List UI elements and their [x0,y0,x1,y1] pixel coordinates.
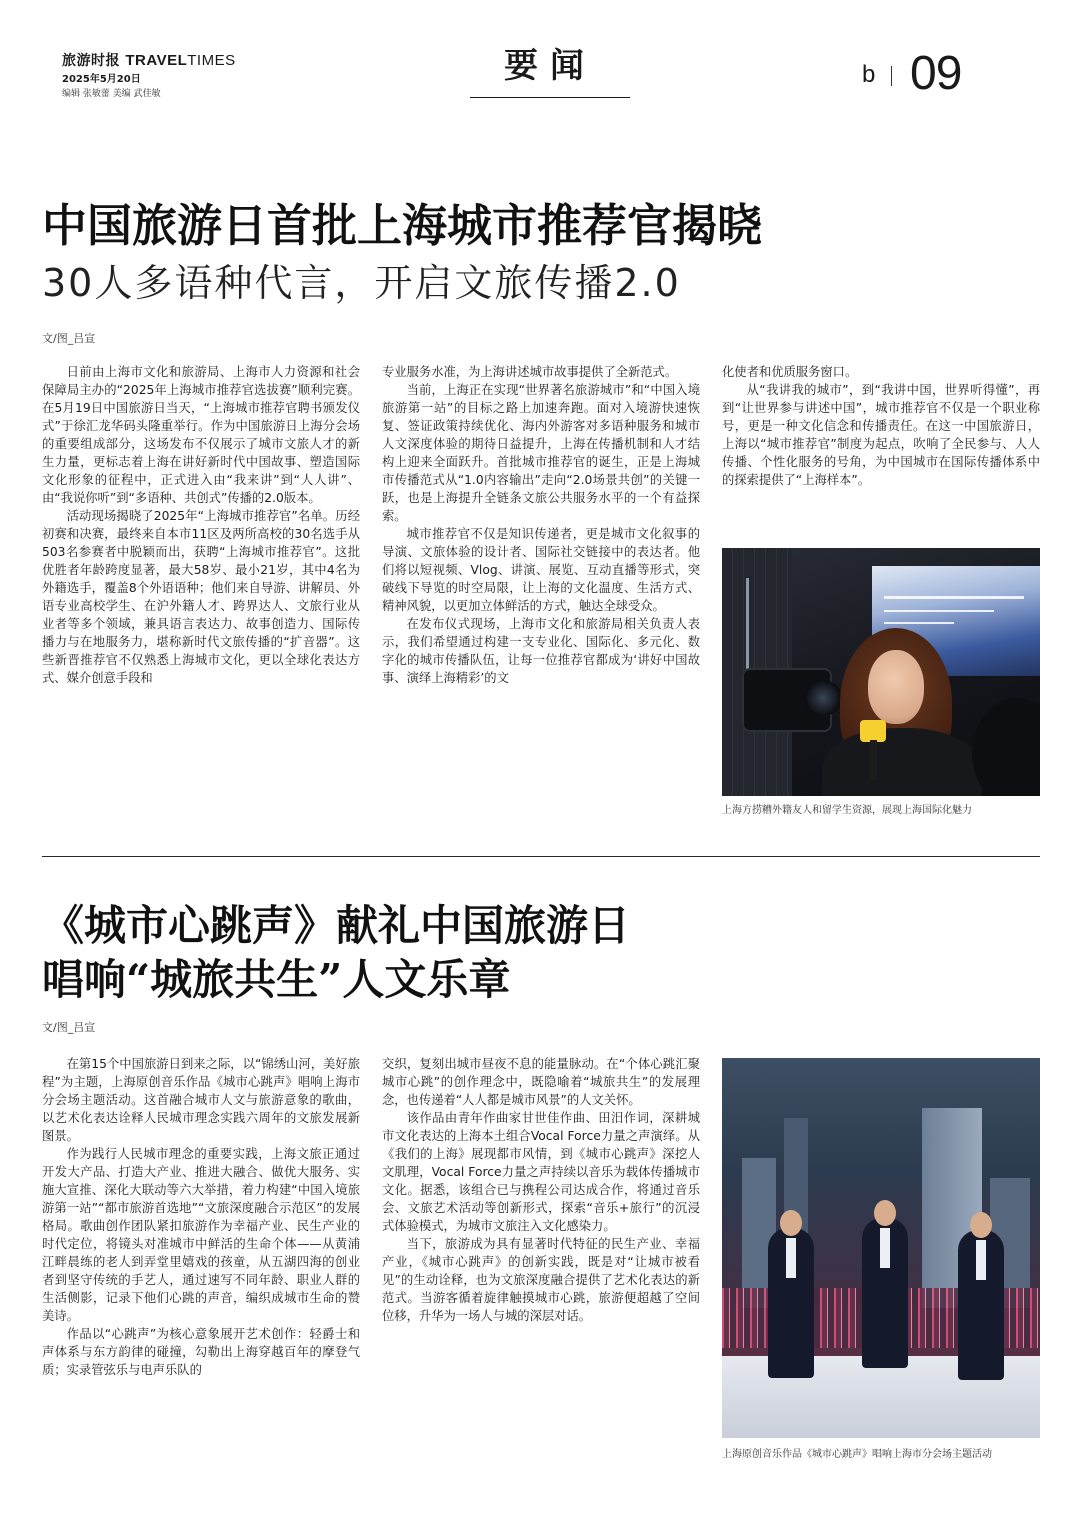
paragraph: 日前由上海市文化和旅游局、上海市人力资源和社会保障局主办的“2025年上海城市推荐官选拔赛”顺利完赛。在5月19日中国旅游日当天，“上海城市推荐官聘书颁发仪式”于徐汇龙华码头隆重举行。作为中国旅游日上海分会场的重要组成部分，这场发布不仅展示了城市文旅人才的新生力量，更标志着上海在讲好新时代中国故事、塑造国际文化形象的征程中，正式进入由“我来讲”到“人人讲”、由“我说你听”到“多语种、共创式”传播的2.0版本。 [42,365,360,505]
article2-byline: 文/图_吕宣 [42,1021,96,1034]
article1-column-3 [722,363,1040,489]
brand-en-thin: TIMES [187,52,236,69]
article1-subtitle: 30人多语种代言，开启文旅传播2.0 [42,261,681,305]
article-separator [42,856,1040,857]
paragraph: 当下，旅游成为具有显著时代特征的民生产业、幸福产业，《城市心跳声》的创新实践，既是对“让城市被看见”的生动诠释，也为文旅深度融合提供了艺术化表达的新范式。当游客循着旋律触摸城市心跳，旅游便超越了空间位移，升华为一场人与城的深层对话。 [382,1237,700,1323]
paragraph: 作品以“心跳声”为核心意象展开艺术创作：轻爵士和声体系与东方韵律的碰撞，勾勒出上海穿越百年的摩登气质；实录管弦乐与电声乐队的 [42,1327,360,1377]
page-number-divider [891,66,892,86]
photo-microphone-handle [870,740,877,780]
photo-camera-lens [804,680,842,716]
paragraph: 交织，复刻出城市昼夜不息的能量脉动。在“个体心跳汇聚城市心跳”的创作理念中，既隐喻着“城旅共生”的发展理念，也传递着“人人都是城市风景”的人文关怀。 [382,1057,700,1107]
photo-performer-head [970,1212,992,1238]
paragraph: 该作品由青年作曲家甘世佳作曲、田汨作词，深耕城市文化表达的上海本土组合Vocal Force力量之声演绎。从《我们的上海》展现都市风情，到《城市心跳声》深挖人文肌理，Vocal Force力量之声持续以音乐为载体传播城市文化。据悉，该组合已与携程公司达成合作，将通过音乐会、文旅艺术活动等创新形式，探索“音乐+旅行”的沉浸式体验模式，为城市文旅注入文化感染力。 [382,1111,700,1233]
photo-speaker-face [868,650,924,724]
article1-byline: 文/图_吕宣 [42,332,96,345]
editor-credits: 编辑 张敏蕾 美编 武佳敏 [62,89,161,99]
brand-en-bold: TRAVEL [125,52,188,69]
article2-photo-caption: 上海原创音乐作品《城市心跳声》唱响上海市分会场主题活动 [722,1449,992,1460]
masthead-brand [62,50,236,70]
article2-title-line2: 唱响“城旅共生”人文乐章 [42,955,511,1004]
article2-column-1 [42,1055,360,1379]
article1-column-2 [382,363,700,687]
article1-photo [722,548,1040,796]
photo-performer-head [874,1200,896,1226]
paragraph: 在发布仪式现场，上海市文化和旅游局相关负责人表示，我们希望通过构建一支专业化、国际化、多元化、数字化的城市传播队伍，让每一位推荐官都成为‘讲好中国故事、演绎上海精彩’的文 [382,617,700,685]
photo-microphone [860,720,886,742]
article2-column-2 [382,1055,700,1325]
article2-photo [722,1058,1040,1438]
paragraph: 活动现场揭晓了2025年“上海城市推荐官”名单。历经初赛和决赛，最终来自本市11区及两所高校的30名选手从503名参赛者中脱颖而出，获聘“上海城市推荐官”。这批优胜者年龄跨度显著，最大58岁、最小21岁，其中4名为外籍选手，覆盖8个外语语种；他们来自导游、讲解员、外语专业高校学生、在沪外籍人才、跨界达人、文旅行业从业者等多个领域，兼具语言表达力、故事创造力、国际传播力与在地服务力，堪称新时代文旅传播的“扩音器”。这些新晋推荐官不仅熟悉上海城市文化，更以全球化表达方式、媒介创意手段和 [42,509,360,685]
paragraph: 从“我讲我的城市”，到“我讲中国，世界听得懂”，再到“让世界参与讲述中国”，城市推荐官不仅是一个职业称号，更是一种文化信念和传播责任。在这一中国旅游日，上海以“城市推荐官”制度为起点，吹响了全民参与、人人传播、个性化服务的号角，为中国城市在国际传播体系中的探索提供了“上海样本”。 [722,383,1040,487]
page-number: 09 [910,47,962,100]
article2-title-line1: 《城市心跳声》献礼中国旅游日 [42,901,631,950]
paragraph: 化使者和优质服务窗口。 [722,365,858,379]
paragraph: 专业服务水准，为上海讲述城市故事提供了全新范式。 [382,365,678,379]
section-title: 要闻 [504,46,596,86]
section-underline [470,97,630,98]
photo-audience-head [972,698,1040,796]
paragraph: 当前，上海正在实现“世界著名旅游城市”和“中国入境旅游第一站”的目标之路上加速奔跑。面对入境游快速恢复、签证政策持续优化、海内外游客对多语种服务和城市人文深度体验的期待日益提升，上海在传播机制和人才结构上迎来全面跃升。首批城市推荐官的诞生，正是上海城市传播范式从“1.0内容输出”走向“2.0场景共创”的关键一跃，也是上海提升全链条文旅公共服务水平的一个有益探索。 [382,383,700,523]
paragraph: 作为践行人民城市理念的重要实践，上海文旅正通过开发大产品、打造大产业、推进大融合、做优大服务、实施大宣推、深化大联动等六大举措，着力构建“中国入境旅游第一站”“都市旅游首选地”“文旅深度融合示范区”的发展格局。歌曲创作团队紧扣旅游作为幸福产业、民生产业的时代定位，将镜头对准城市中鲜活的生命个体——从黄浦江畔晨练的老人到弄堂里嬉戏的孩童，从五湖四海的创业者到坚守传统的手艺人，通过速写不同年龄、职业人群的生活侧影，记录下他们心跳的声音，编织成城市生命的赞美诗。 [42,1147,360,1323]
paragraph: 城市推荐官不仅是知识传递者，更是城市文化叙事的导演、文旅体验的设计者、国际社交链接中的表达者。他们将以短视频、Vlog、讲演、展览、互动直播等形式，突破线下导览的时空局限，让上海的文化温度、生活方式、精神风貌，以更加立体鲜活的方式，触达全球受众。 [382,527,700,613]
paragraph: 在第15个中国旅游日到来之际，以“锦绣山河，美好旅程”为主题，上海原创音乐作品《城市心跳声》唱响上海市分会场主题活动。这首融合城市人文与旅游意象的歌曲，以艺术化表达诠释人民城市理念实践六周年的文旅发展新图景。 [42,1057,360,1143]
publication-date: 2025年5月20日 [62,74,141,85]
brand-cn: 旅游时报 [62,53,120,69]
article1-title: 中国旅游日首批上海城市推荐官揭晓 [42,199,763,252]
photo-speaker-coat [822,728,982,796]
page-edition-letter: b [862,61,876,88]
article1-column-1 [42,363,360,687]
photo-performer-head [780,1210,802,1236]
article1-photo-caption: 上海方捞糟外籍友人和留学生资源，展现上海国际化魅力 [722,805,972,816]
